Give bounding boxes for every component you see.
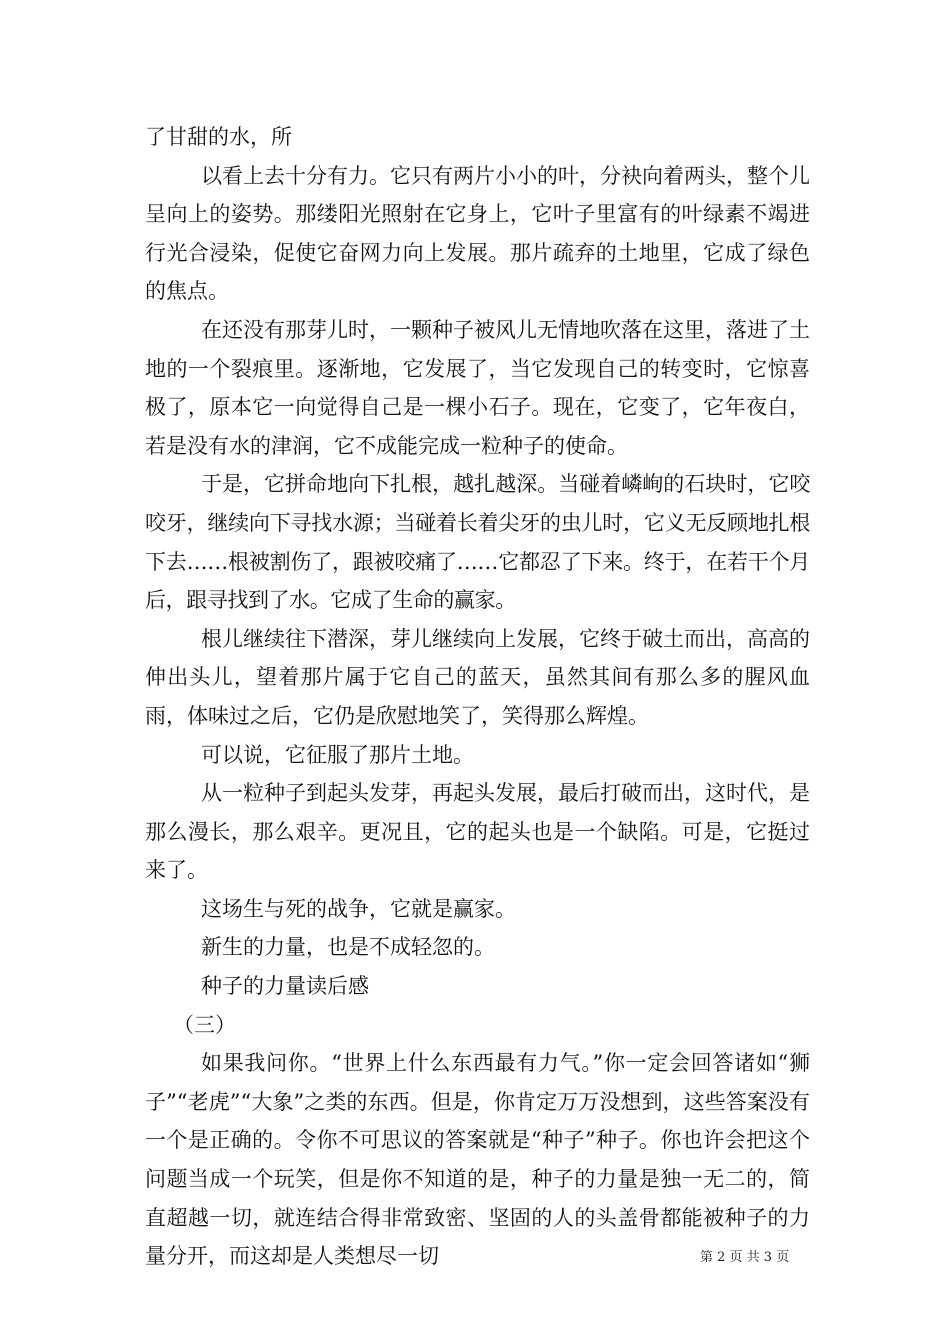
paragraph-long-journey: 从一粒种子到起头发芽，再起头发展，最后打破而出，这时代，是那么漫长，那么艰辛。更况且，它的起头也是一个缺陷。可是，它挺过来了。	[145, 781, 810, 883]
paragraph-conquered-land: 可以说，它征服了那片土地。	[201, 742, 474, 767]
paragraph-taking-root: 于是，它拼命地向下扎根，越扎越深。当碰着嶙峋的石块时，它咬咬牙，继续向下寻找水源；当碰着长着尖牙的虫儿时，它义无反顾地扎根下去……根被割伤了，跟被咬痛了……它都忍了下来。终于，在若干个月后，跟寻找到了水。它成了生命的赢家。	[145, 472, 810, 613]
paragraph-new-life-power: 新生的力量，也是不成轻忽的。	[201, 935, 495, 960]
paragraph-sprout-description: 以看上去十分有力。它只有两片小小的叶，分袂向着两头，整个儿呈向上的姿势。那缕阳光照射在它身上，它叶子里富有的叶绿素不竭进行光合浸染，促使它奋网力向上发展。那片疏弃的土地里，它成了绿色的焦点。	[145, 163, 810, 304]
section-heading: 种子的力量读后感	[201, 974, 369, 999]
document-body	[145, 118, 810, 1276]
section-number: （三）	[173, 1012, 236, 1037]
paragraph-winner: 这场生与死的战争，它就是赢家。	[201, 896, 516, 921]
paragraph-breaking-through: 根儿继续往下潜深，芽儿继续向上发展，它终于破土而出，高高的伸出头儿，望着那片属于它自己的蓝天，虽然其间有那么多的腥风血雨，体味过之后，它仍是欣慰地笑了，笑得那么辉煌。	[145, 626, 810, 728]
page-footer: 第 2 页 共 3 页	[700, 1250, 790, 1265]
paragraph-seed-origin: 在还没有那芽儿时，一颗种子被风儿无情地吹落在这里，落进了土地的一个裂痕里。逐渐地，它发展了，当它发现自己的转变时，它惊喜极了，原本它一向觉得自己是一棵小石子。现在，它变了，它年夜白，若是没有水的津润，它不成能完成一粒种子的使命。	[145, 317, 810, 458]
paragraph-continuation-fragment: 了甘甜的水，所	[145, 125, 292, 149]
paragraph-strongest-thing: 如果我问你。“世界上什么东西最有力气。”你一定会回答诸如“狮子”“老虎”“大象”之类的东西。但是，你肯定万万没想到，这些答案没有一个是正确的。令你不可思议的答案就是“种子”种子。你也许会把这个问题当成一个玩笑，但是你不知道的是，种子的力量是独一无二的，简直超越一切，就连结合得非常致密、坚固的人的头盖骨都能被种子的力量分开，而这却是人类想尽一切	[145, 1051, 810, 1269]
